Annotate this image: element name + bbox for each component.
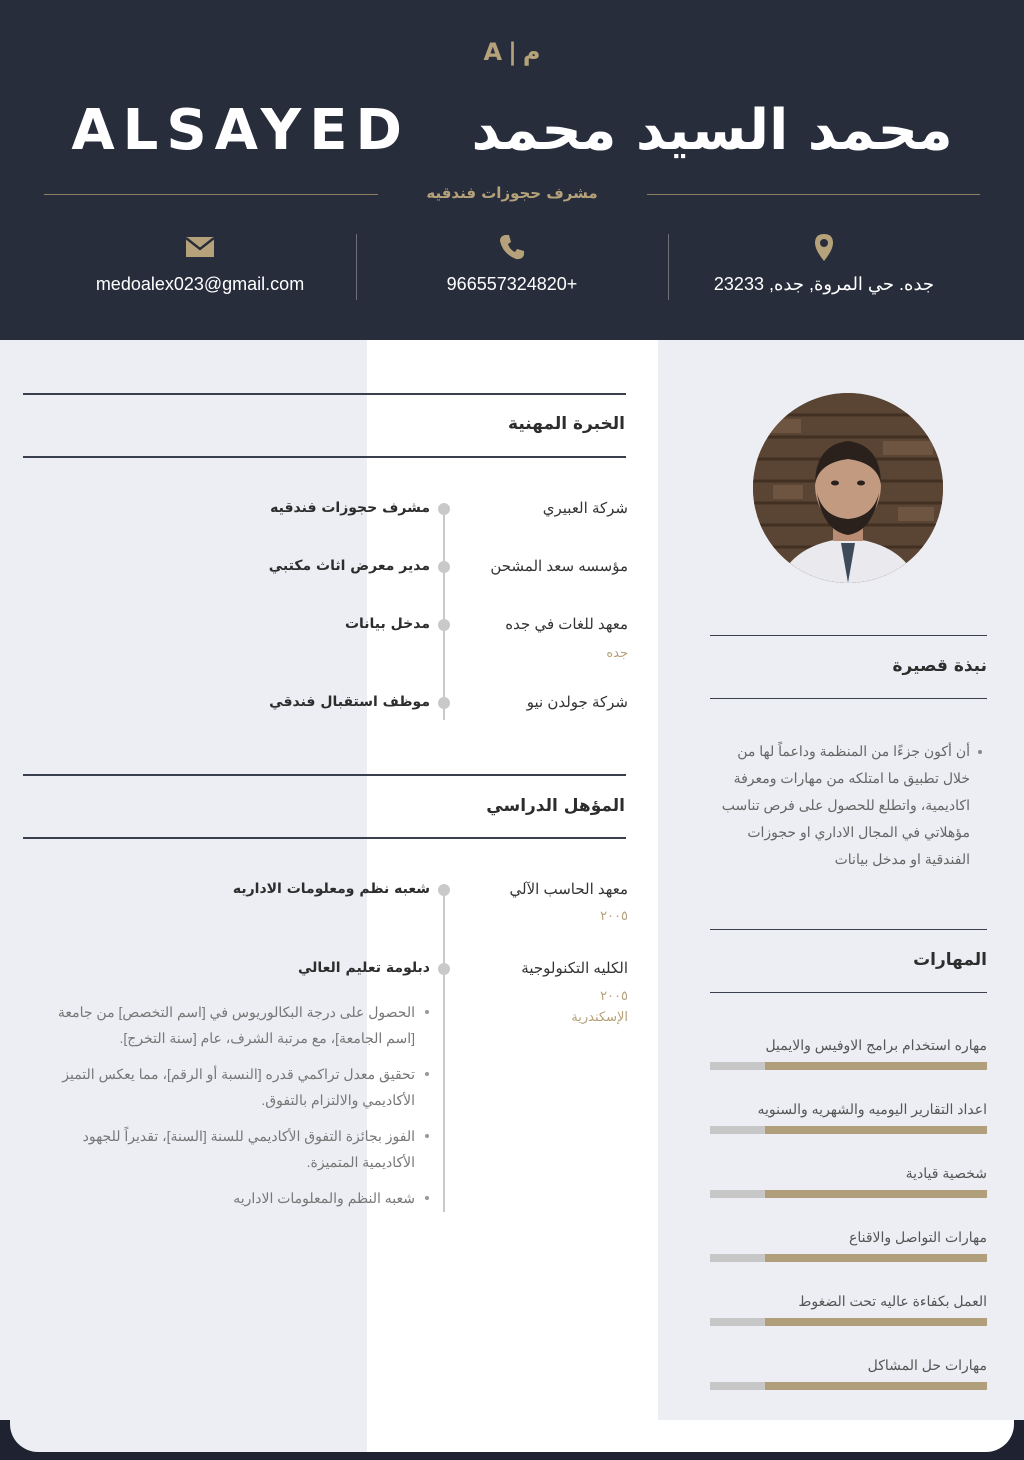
email-text: medoalex023@gmail.com <box>95 274 305 294</box>
timeline-dot <box>438 561 450 573</box>
education-org: معهد الحاسب الآلي <box>509 881 628 898</box>
experience-org: شركة العبيري <box>542 500 628 517</box>
education-org: الكليه التكنولوجية <box>521 960 628 977</box>
timeline-dot <box>438 619 450 631</box>
contact-phone[interactable] <box>356 232 668 295</box>
envelope-icon <box>185 232 215 262</box>
education-year: ٢٠٠٥ <box>600 909 628 924</box>
timeline-dot <box>438 884 450 896</box>
skill-level-fill <box>765 1062 987 1070</box>
section-rule <box>710 992 987 993</box>
skill-label: مهاره استخدام برامج الاوفيس والايميل <box>765 1037 987 1053</box>
section-rule <box>710 635 987 636</box>
skills-title: المهارات <box>913 950 987 970</box>
education-timeline <box>443 890 445 1212</box>
section-rule <box>23 393 626 395</box>
contact-email[interactable] <box>40 232 360 295</box>
section-rule <box>23 837 626 839</box>
monogram <box>0 38 1024 66</box>
timeline-dot <box>438 503 450 515</box>
phone-icon <box>497 232 527 262</box>
phone-text: 966557324820+ <box>446 274 578 294</box>
education-year: ٢٠٠٥ <box>600 989 628 1004</box>
education-title: المؤهل الدراسي <box>486 796 625 816</box>
achievement-item: تحقيق معدل تراكمي قدره [النسبة أو الرقم]، مما يعكس التميز الأكاديمي والالتزام بالتفوق. <box>30 1061 415 1113</box>
section-rule <box>710 929 987 930</box>
experience-org: مؤسسه سعد المشحن <box>490 558 628 575</box>
timeline-dot <box>438 963 450 975</box>
skill-label: العمل بكفاءة عاليه تحت الضغوط <box>798 1293 987 1309</box>
monogram-separator: | <box>508 38 517 66</box>
full-name <box>0 98 1024 163</box>
page-bottom-fill <box>10 1420 367 1452</box>
experience-location: جده <box>606 646 628 661</box>
timeline-dot <box>438 697 450 709</box>
experience-role: مشرف حجوزات فندقيه <box>270 500 430 516</box>
section-rule <box>710 698 987 699</box>
subtitle-divider-left <box>44 194 378 195</box>
experience-role: موظف استقبال فندقي <box>269 694 430 710</box>
skill-bar <box>710 1318 987 1326</box>
name-arabic: محمد السيد محمد <box>471 98 953 163</box>
skill-label: شخصية قيادية <box>905 1165 987 1181</box>
skill-label: مهارات التواصل والاقناع <box>849 1229 987 1245</box>
name-latin: ALSAYED <box>71 98 410 163</box>
about-title: نبذة قصيرة <box>892 656 987 676</box>
skill-label: مهارات حل المشاكل <box>867 1357 987 1373</box>
experience-org: شركة جولدن نيو <box>526 694 628 711</box>
resume-header <box>0 0 1024 340</box>
skill-bar <box>710 1382 987 1390</box>
skill-bar <box>710 1190 987 1198</box>
achievement-item: شعبه النظم والمعلومات الاداريه <box>30 1185 415 1211</box>
skill-bar <box>710 1126 987 1134</box>
achievement-item: الحصول على درجة البكالوريوس في [اسم التخصص] من جامعة [اسم الجامعة]، مع مرتبة الشرف، عام [سنة التخرج]. <box>30 999 415 1051</box>
experience-timeline <box>443 508 445 720</box>
location-pin-icon <box>809 232 839 262</box>
skill-bar <box>710 1062 987 1070</box>
page-bottom-fill <box>367 1420 1014 1452</box>
contact-address <box>668 232 980 295</box>
education-degree: شعبه نظم ومعلومات الاداريه <box>232 881 430 897</box>
profile-photo <box>753 393 943 583</box>
monogram-latin: A <box>483 38 503 66</box>
skill-level-fill <box>765 1254 987 1262</box>
address-text: جده. حي المروة, جده, 23233 <box>713 274 935 294</box>
achievement-item: الفوز بجائزة التفوق الأكاديمي للسنة [السنة]، تقديراً للجهود الأكاديمية المتميزة. <box>30 1123 415 1175</box>
education-location: الإسكندرية <box>571 1010 628 1025</box>
education-degree: دبلومة تعليم العالي <box>297 960 430 976</box>
education-achievements <box>30 999 433 1221</box>
profile-photo-image <box>753 393 943 583</box>
about-text: أن أكون جزءًا من المنظمة وداعماً لها من خلال تطبيق ما امتلكه من مهارات ومعرفة اكاديمية، واتطلع للحصول على فرص تناسب مؤهلاتي في المجال الاداري او حجوزات الفندقية او مدخل بيانات <box>708 738 970 873</box>
skill-level-fill <box>765 1382 987 1390</box>
experience-title: الخبرة المهنية <box>508 414 625 434</box>
skill-bar <box>710 1254 987 1262</box>
section-rule <box>23 774 626 776</box>
experience-role: مدير معرض اثاث مكتبي <box>268 558 430 574</box>
experience-role: مدخل بيانات <box>344 616 430 632</box>
skill-level-fill <box>765 1318 987 1326</box>
section-rule <box>23 456 626 458</box>
about-text-list <box>708 738 984 873</box>
skill-level-fill <box>765 1126 987 1134</box>
skill-label: اعداد التقارير اليوميه والشهريه والسنويه <box>757 1101 987 1117</box>
subtitle-divider-right <box>647 194 980 195</box>
job-subtitle: مشرف حجوزات فندقيه <box>426 184 598 202</box>
monogram-arabic: م <box>522 38 541 66</box>
skill-level-fill <box>765 1190 987 1198</box>
experience-org: معهد للغات في جده <box>505 616 628 633</box>
